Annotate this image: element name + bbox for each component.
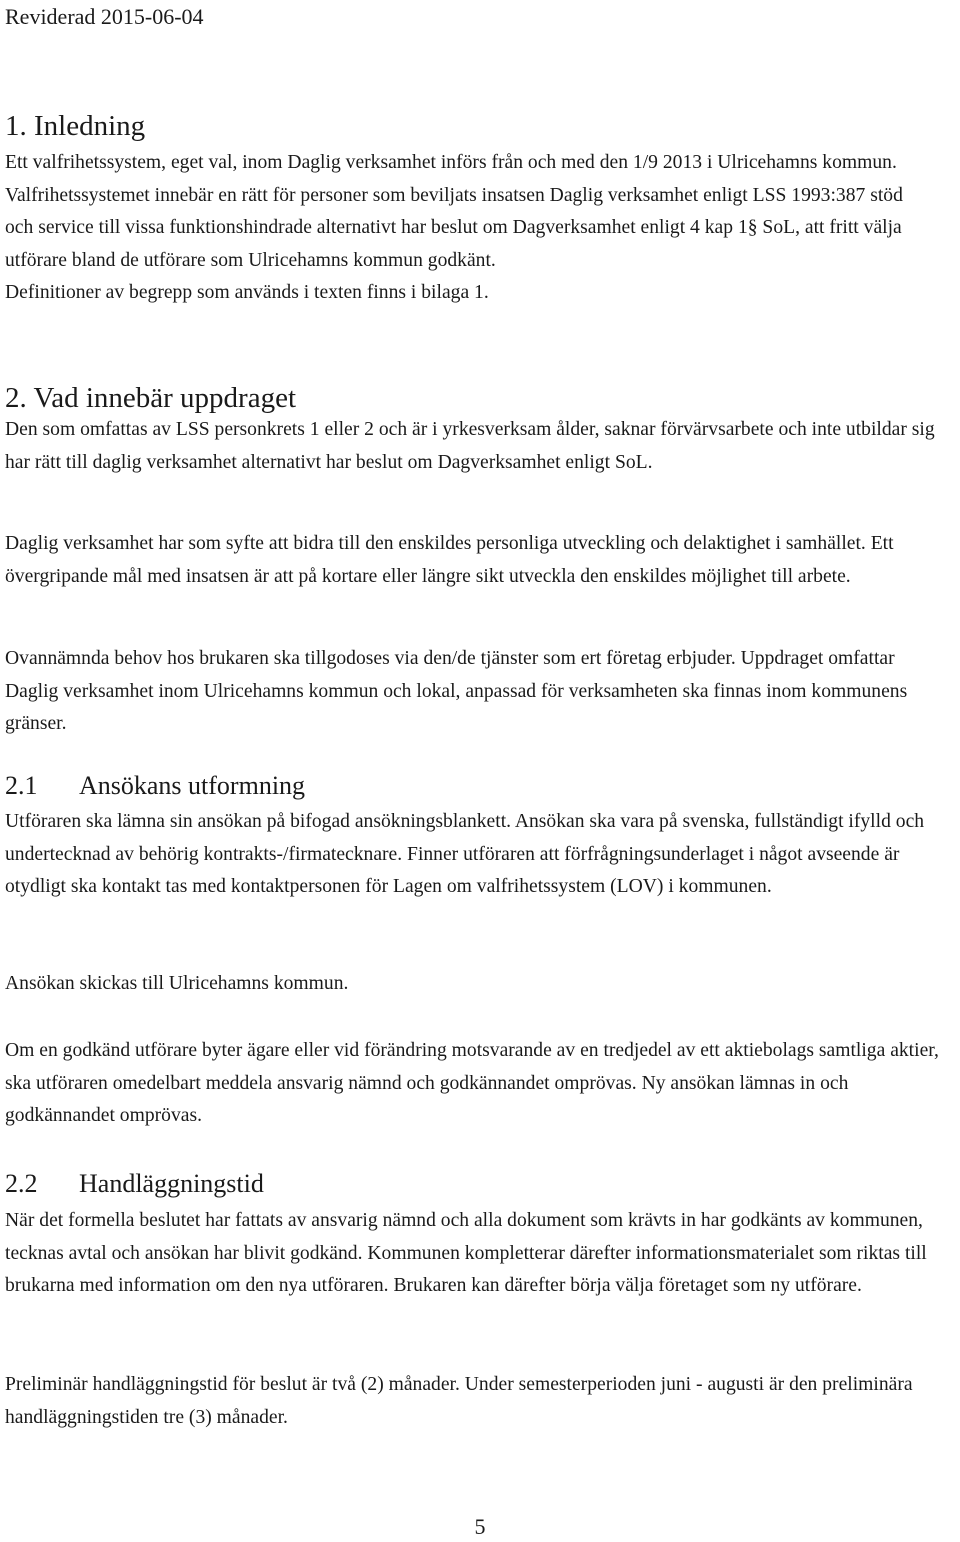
section-2-1-heading <box>5 769 952 803</box>
section-2-heading <box>5 380 952 416</box>
revision-date: Reviderad 2015-06-04 <box>5 4 204 29</box>
section-1-heading <box>5 108 952 144</box>
section-2-2-number: 2.2 <box>5 1169 38 1198</box>
section-2-body <box>5 414 952 479</box>
section-1-number: 1. <box>5 110 27 142</box>
paragraph: Ovannämnda behov hos brukaren ska tillgodoses via den/de tjänster som ert företag erbjuder. Uppdraget omfattar Daglig verksamhet inom Ulricehamns kommun och lokal, anpassad för verksamheten ska finnas inom kommunens gränser. <box>5 648 908 734</box>
section-2-number: 2. <box>5 382 27 414</box>
section-2-1-body <box>5 1035 952 1133</box>
section-2 <box>5 380 952 416</box>
section-1 <box>5 108 952 144</box>
paragraph: Ansökan skickas till Ulricehamns kommun. <box>5 973 349 994</box>
paragraph: När det formella beslutet har fattats av ansvarig nämnd och alla dokument som krävts in har godkänts av kommunen, tecknas avtal och ansökan har blivit godkänd. Kommunen kompletterar därefter informationsmaterialet som riktas till brukarna med information om den nya utföraren. Brukaren kan därefter börja välja företaget som ny utförare. <box>5 1210 927 1296</box>
paragraph: Om en godkänd utförare byter ägare eller vid förändring motsvarande av en tredjedel av ett aktiebolags samtliga aktier, ska utföraren omedelbart meddela ansvarig nämnd och godkännandet omprövas. Ny ansökan lämnas in och godkännandet omprövas. <box>5 1040 939 1126</box>
section-2-2-body <box>5 1205 952 1303</box>
section-1-body <box>5 147 930 310</box>
paragraph: Definitioner av begrepp som används i texten finns i bilaga 1. <box>5 282 489 303</box>
section-2-2-title: Handläggningstid <box>79 1169 264 1198</box>
section-2-1 <box>5 769 952 803</box>
page-number: 5 <box>474 1514 486 1539</box>
section-2-1-body <box>5 806 952 904</box>
paragraph: Preliminär handläggningstid för beslut är två (2) månader. Under semesterperioden juni - augusti är den preliminära handläggningstiden tre (3) månader. <box>5 1374 913 1428</box>
paragraph: Den som omfattas av LSS personkrets 1 eller 2 och är i yrkesverksam ålder, saknar förvärvsarbete och inte utbildar sig har rätt till daglig verksamhet alternativt har beslut om Dagverksamhet enligt SoL. <box>5 419 935 473</box>
section-2-2-heading <box>5 1167 952 1201</box>
section-2-1-body <box>5 968 952 1001</box>
paragraph: Daglig verksamhet har som syfte att bidra till den enskildes personliga utveckling och delaktighet i samhället. Ett övergripande mål med insatsen är att på kortare eller längre sikt utveckla den enskildes möjlighet till arbete. <box>5 533 894 587</box>
section-1-title: Inledning <box>34 110 146 142</box>
section-2-2 <box>5 1167 952 1201</box>
section-2-1-number: 2.1 <box>5 771 38 800</box>
section-2-body <box>5 643 952 741</box>
section-2-title: Vad innebär uppdraget <box>33 382 296 414</box>
section-2-2-body <box>5 1369 952 1434</box>
paragraph: Utföraren ska lämna sin ansökan på bifogad ansökningsblankett. Ansökan ska vara på svenska, fullständigt ifylld och undertecknad av behörig kontrakts-/firmatecknare. Finner utföraren att förfrågningsunderlaget i något avseende är otydligt ska kontakt tas med kontaktpersonen för Lagen om valfrihetssystem (LOV) i kommunen. <box>5 811 925 897</box>
section-2-1-title: Ansökans utformning <box>79 771 306 800</box>
section-2-body <box>5 528 952 593</box>
paragraph: Ett valfrihetssystem, eget val, inom Daglig verksamhet införs från och med den 1/9 2013 i Ulricehamns kommun. Valfrihetssystemet innebär en rätt för personer som beviljats insatsen Daglig verksamhet enligt LSS 1993:387 stöd och service till vissa funktionshindrade alternativt har beslut om Dagverksamhet enligt 4 kap 1§ SoL, att fritt välja utförare bland de utförare som Ulricehamns kommun godkänt. <box>5 152 903 271</box>
